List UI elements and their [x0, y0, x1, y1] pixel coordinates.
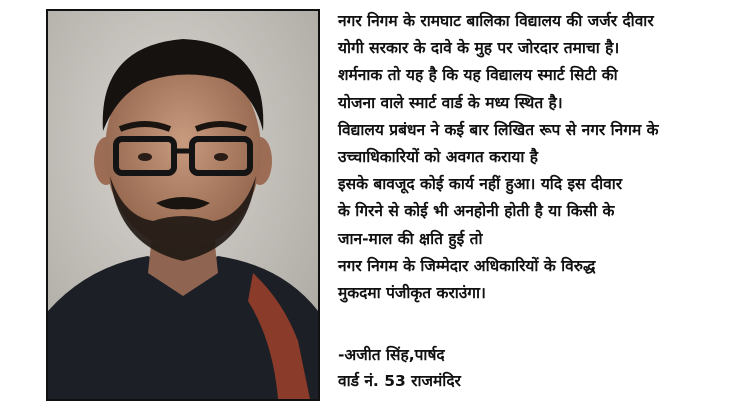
statement-line: मुकदमा पंजीकृत कराउंगा।	[338, 283, 486, 302]
statement-line: नगर निगम के रामघाट बालिका विद्यालय की जर्जर दीवार	[338, 12, 654, 30]
statement-line: जान-माल की क्षति हुई तो	[338, 229, 483, 248]
statement-line: योगी सरकार के दावे के मुह पर जोरदार तमाचा है।	[338, 39, 620, 58]
portrait-illustration	[48, 11, 318, 399]
right-eye-shape	[214, 153, 228, 161]
signature-name: -अजीत सिंह,पार्षद	[338, 346, 445, 364]
statement-line: इसके बावजूद कोई कार्य नहीं हुआ। यदि इस दीवार	[338, 175, 623, 194]
statement-line: विद्यालय प्रबंधन ने कई बार लिखित रूप से नगर निगम के	[338, 120, 659, 139]
portrait-photo	[46, 9, 320, 401]
statement-line: शर्मनाक तो यह है कि यह विद्यालय स्मार्ट सिटी की	[338, 66, 618, 85]
signature-ward: वार्ड नं. 53 राजमंदिर	[338, 372, 461, 390]
statement-line: उच्चाधिकारियों को अवगत कराया है	[338, 147, 539, 166]
statement-line: नगर निगम के जिम्मेदार अधिकारियों के विरुद्ध	[338, 256, 596, 275]
left-eye-shape	[138, 153, 152, 161]
statement-line: योजना वाले स्मार्ट वार्ड के मध्य स्थित है।	[338, 93, 563, 112]
statement-line: के गिरने से कोई भी अनहोनी होती है या किसी के	[338, 202, 615, 221]
statement-text	[338, 8, 743, 307]
signature-block	[338, 342, 461, 394]
